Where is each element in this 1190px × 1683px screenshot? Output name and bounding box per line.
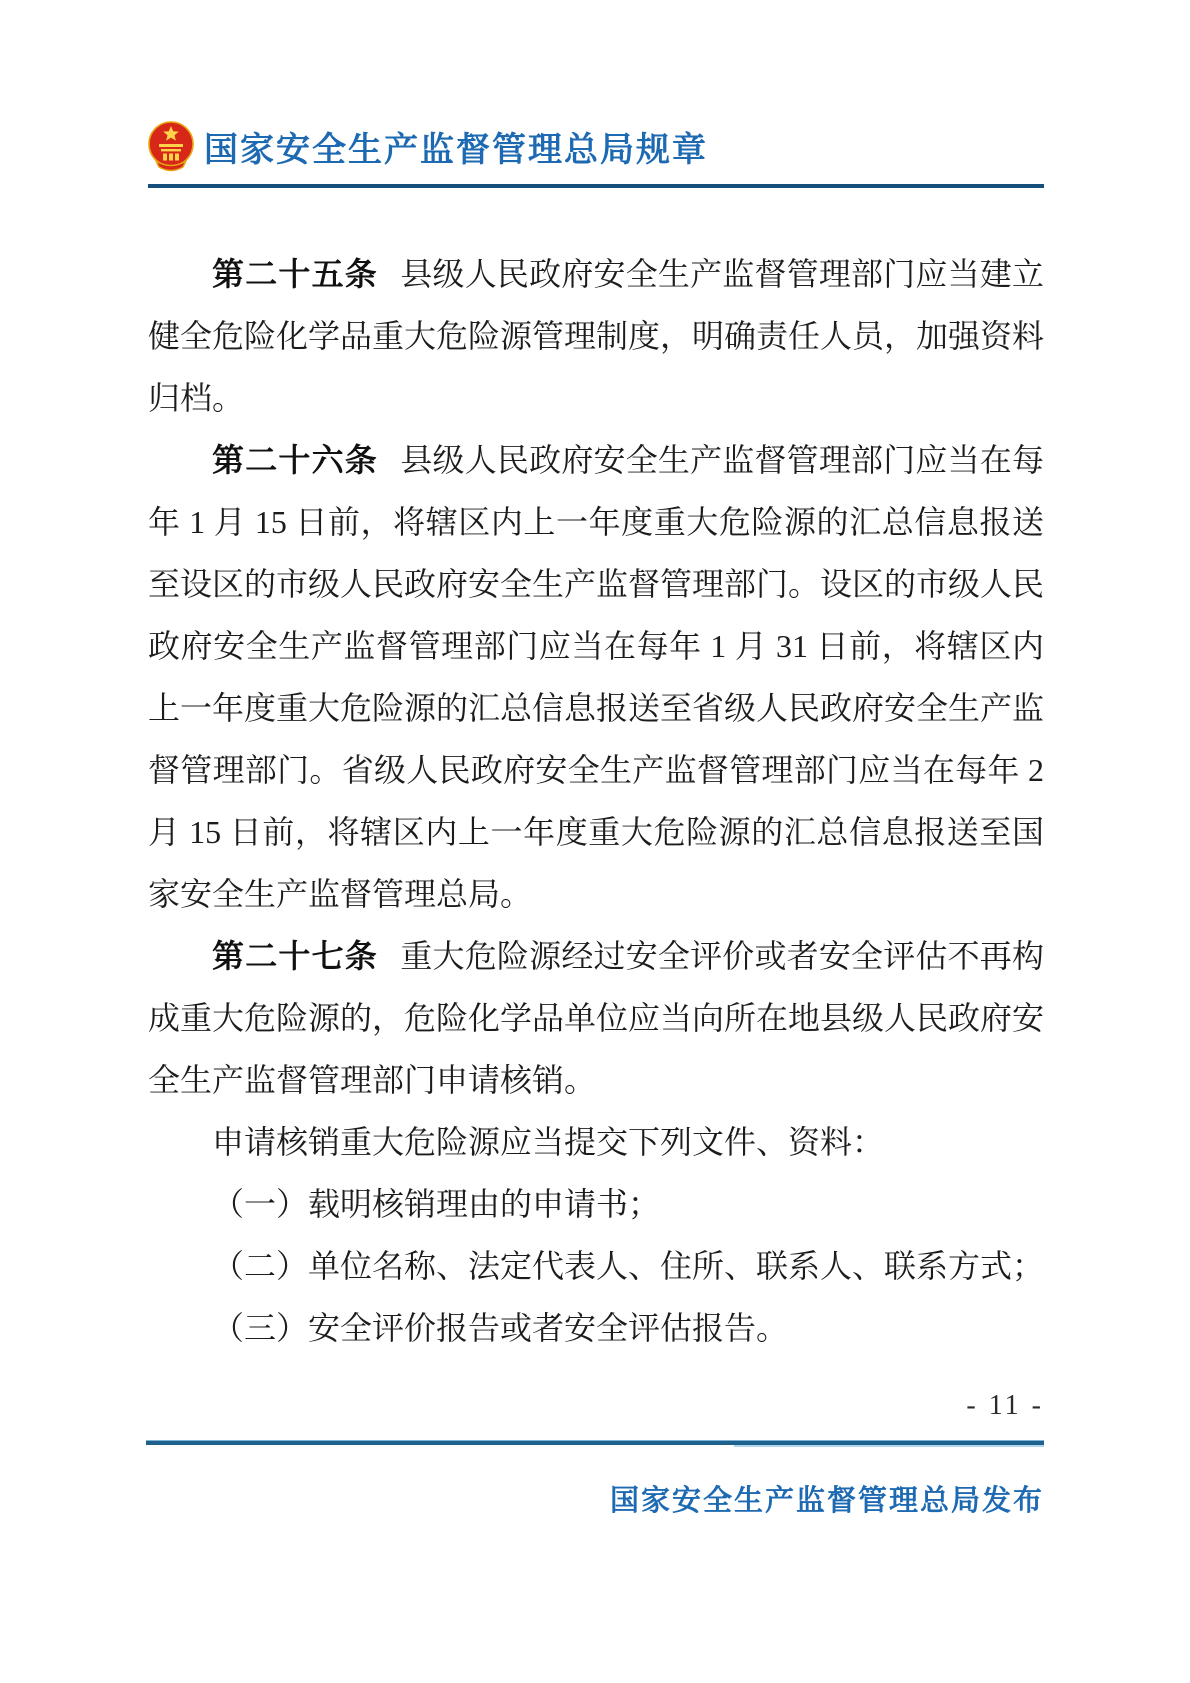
header-title: 国家安全生产监督管理总局规章 [204,131,708,169]
body-paragraph: 第二十六条 县级人民政府安全生产监督管理部门应当在每年 1 月 15 日前，将辖区内上一年度重大危险源的汇总信息报送至设区的市级人民政府安全生产监督管理部门。设区的市级人民政府安全生产监督管理部门应当在每年 1 月 31 日前，将辖区内上一年度重大危险源的汇总信息报送至省级人民政府安全生产监督管理部门。省级人民政府安全生产监督管理部门应当在每年 2 月 15 日前，将辖区内上一年度重大危险源的汇总信息报送至国家安全生产监督管理总局。 [148,442,1045,912]
body-paragraph: （一）载明核销理由的申请书； [212,1186,661,1222]
article-number: 第二十六条 [212,442,378,478]
paragraph-list [148,243,1044,1359]
page-number: - 11 - [966,1390,1044,1421]
body-paragraph: 申请核销重大危险源应当提交下列文件、资料： [212,1124,885,1160]
article-number: 第二十七条 [212,938,378,974]
body-paragraph: （三）安全评价报告或者安全评估报告。 [212,1310,789,1346]
body-paragraph: 第二十五条 县级人民政府安全生产监督管理部门应当建立健全危险化学品重大危险源管理制度，明确责任人员，加强资料归档。 [148,256,1045,416]
document-body [148,243,1044,1359]
header-divider [148,184,1044,188]
article-number: 第二十五条 [212,256,378,292]
body-paragraph: 第二十七条 重大危险源经过安全评价或者安全评估不再构成重大危险源的，危险化学品单位应当向所在地县级人民政府安全生产监督管理部门申请核销。 [148,938,1045,1098]
footer-divider [146,1440,1044,1445]
page-header [148,118,1044,174]
china-national-emblem-icon [148,120,194,172]
publisher-line: 国家安全生产监督管理总局发布 [609,1485,1044,1517]
body-paragraph: （二）单位名称、法定代表人、住所、联系人、联系方式； [212,1248,1045,1284]
